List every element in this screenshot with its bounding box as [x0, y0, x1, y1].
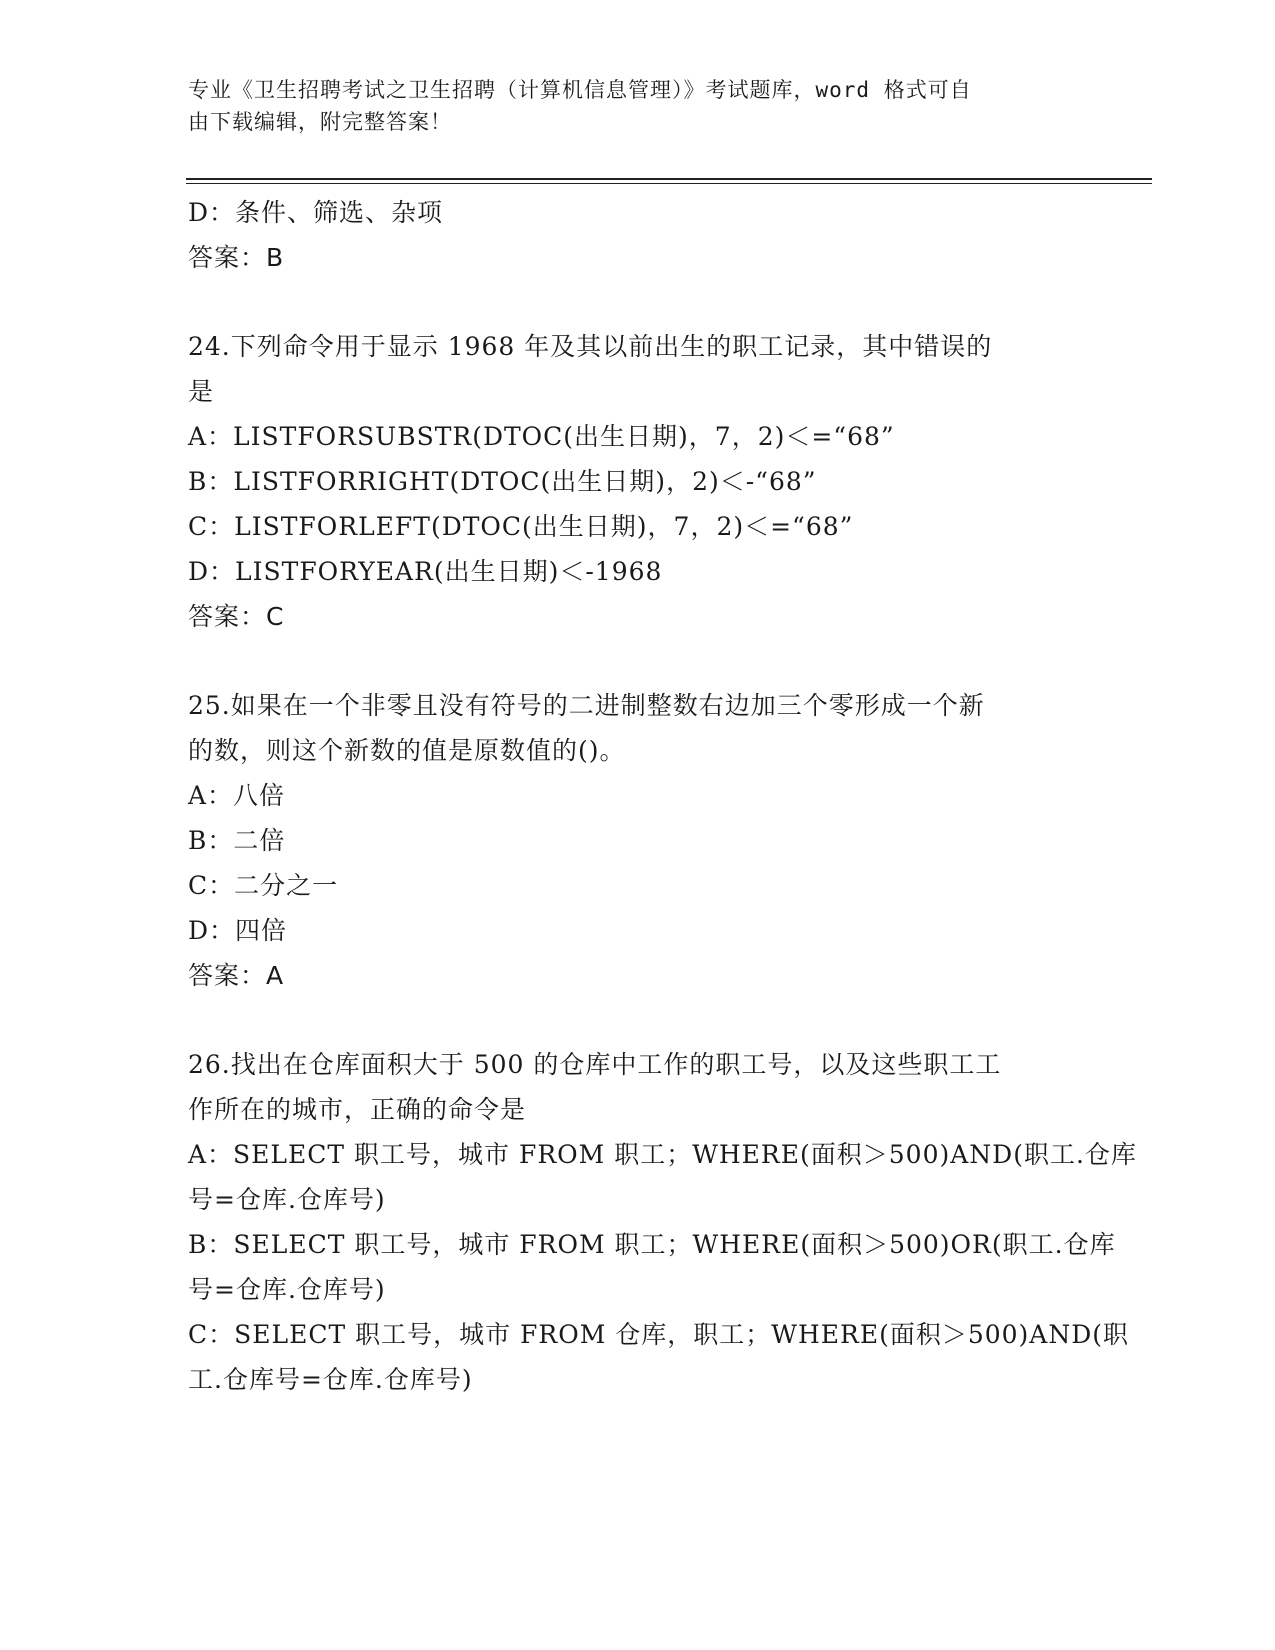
header-rule-thick [186, 178, 1152, 180]
option-b: B：二倍 [188, 826, 286, 855]
header-line-2: 由下载编辑，附完整答案！ [188, 110, 452, 134]
option-a: A：SELECT 职工号，城市 FROM 职工；WHERE(面积＞500)AND(职工.仓库 [188, 1140, 1137, 1169]
option-b: B：LISTFORRIGHT(DTOC(出生日期)，2)＜-“68” [188, 467, 817, 496]
question-stem: 24.下列命令用于显示 1968 年及其以前出生的职工记录，其中错误的 [188, 332, 993, 361]
page-header [188, 74, 1068, 138]
header-line-1: 专业《卫生招聘考试之卫生招聘（计算机信息管理）》考试题库，word 格式可自 [188, 78, 972, 102]
option-d: D：LISTFORYEAR(出生日期)＜-1968 [188, 557, 663, 586]
question-stem: 26.找出在仓库面积大于 500 的仓库中工作的职工号，以及这些职工工 [188, 1050, 1002, 1079]
option-c: C：二分之一 [188, 871, 339, 900]
answer: 答案：B [188, 243, 285, 272]
option-a-cont: 号=仓库.仓库号) [188, 1185, 386, 1214]
option-a: A：LISTFORSUBSTR(DTOC(出生日期)，7，2)＜=“68” [188, 422, 895, 451]
question-stem-cont: 是 [188, 377, 215, 406]
option-c: C：LISTFORLEFT(DTOC(出生日期)，7，2)＜=“68” [188, 512, 854, 541]
question-25 [188, 683, 1088, 998]
answer: 答案：A [188, 961, 285, 990]
document-body [188, 190, 1137, 1402]
option-b: B：SELECT 职工号，城市 FROM 职工；WHERE(面积＞500)OR(职工.仓库 [188, 1230, 1116, 1259]
question-stem: 25.如果在一个非零且没有符号的二进制整数右边加三个零形成一个新 [188, 691, 985, 720]
option-c: C：SELECT 职工号，城市 FROM 仓库，职工；WHERE(面积＞500)AND(职 [188, 1320, 1130, 1349]
question-26 [188, 1042, 1137, 1402]
option-d: D：条件、筛选、杂项 [188, 198, 444, 227]
option-c-cont: 工.仓库号=仓库.仓库号) [188, 1365, 473, 1394]
spacer [188, 639, 1088, 683]
question-stem-cont: 作所在的城市，正确的命令是 [188, 1095, 527, 1124]
header-rule-thin [186, 183, 1152, 184]
spacer [188, 280, 1088, 324]
spacer [188, 998, 1088, 1042]
answer: 答案：C [188, 602, 285, 631]
option-d: D：四倍 [188, 916, 288, 945]
option-b-cont: 号=仓库.仓库号) [188, 1275, 386, 1304]
question-23-tail [188, 190, 1088, 280]
question-stem-cont: 的数，则这个新数的值是原数值的()。 [188, 736, 626, 765]
question-24 [188, 324, 1088, 639]
option-a: A：八倍 [188, 781, 286, 810]
